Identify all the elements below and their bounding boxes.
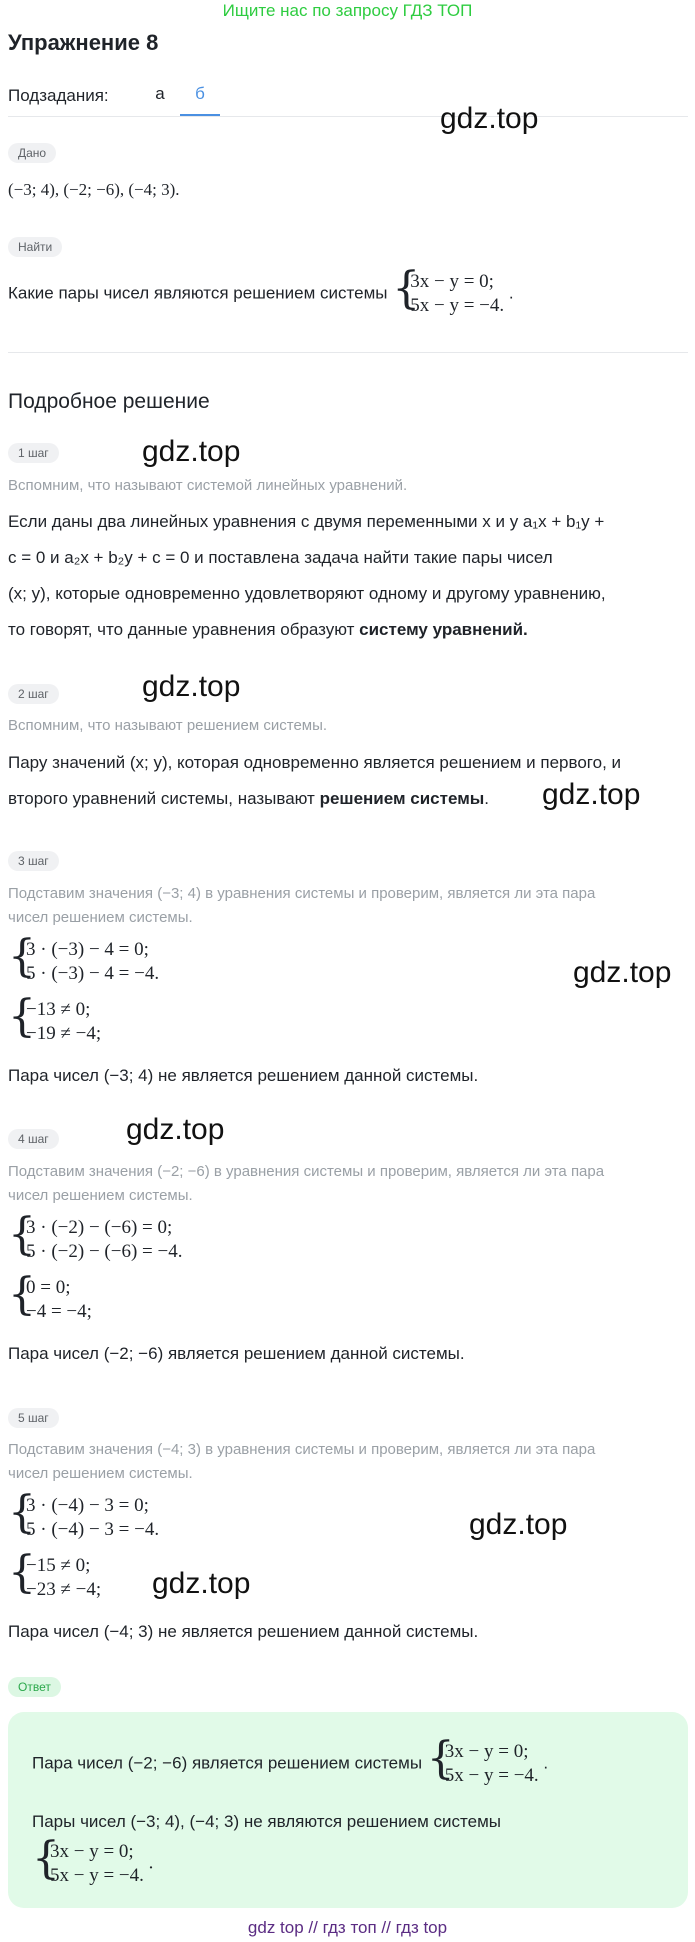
brace-icon: {: [8, 1269, 36, 1320]
equation: 5 · (−4) − 3 = −4.: [26, 1519, 160, 1540]
watermark: gdz.top: [469, 1508, 568, 1541]
brace-icon: {: [32, 1833, 60, 1884]
step-5-system-1: [8, 1487, 160, 1542]
footer-links[interactable]: gdz top // гдз топ // гдз top: [247, 1918, 448, 1937]
answer-pill: Ответ: [8, 1677, 61, 1697]
step-1-text: [8, 504, 688, 648]
page-title: Упражнение 8: [8, 30, 159, 55]
watermark: gdz.top: [126, 1113, 225, 1146]
hint-line: Подставим значения (−4; 3) в уравнения системы и проверим, является ли эта пара: [8, 1441, 596, 1458]
text-span: второго уравнений системы, называют: [8, 789, 320, 808]
watermark: gdz.top: [542, 778, 641, 811]
step-1-line: (x; y), которые одновременно удовлетворяют одному и другому уравнению,: [8, 584, 606, 603]
subtasks-label: Подзадания:: [8, 86, 109, 105]
watermark: gdz.top: [440, 102, 539, 135]
equation: −19 ≠ −4;: [26, 1023, 102, 1044]
step-1-line: Если даны два линейных уравнения с двумя переменными x и y a₁x + b₁y +: [8, 512, 605, 531]
brace-icon: {: [8, 1209, 36, 1260]
term-bold: решением системы: [319, 789, 485, 808]
step-5-system-2: [8, 1547, 102, 1602]
equation: 5 · (−2) − (−6) = −4.: [26, 1241, 183, 1262]
equation: 3 · (−4) − 3 = 0;: [26, 1495, 149, 1516]
answer-box: [8, 1712, 688, 1908]
step-1-line: [8, 612, 688, 648]
equation: 5 · (−3) − 4 = −4.: [26, 963, 160, 984]
equation: 5x − y = −4.: [410, 295, 505, 316]
step-5-pill: 5 шаг: [8, 1408, 59, 1428]
step-1-hint: Вспомним, что называют системой линейных уравнений.: [8, 477, 408, 494]
answer-tail: .: [543, 1753, 549, 1773]
step-5-hint: [8, 1438, 595, 1486]
term-bold: систему уравнений: [359, 620, 524, 639]
answer-system: [426, 1733, 539, 1788]
step-4-system-2: [8, 1269, 92, 1324]
step-3-hint: [8, 882, 595, 930]
find-question: [8, 263, 514, 318]
brace-icon: {: [8, 931, 36, 982]
step-2-pill: 2 шаг: [8, 684, 59, 704]
step-3-pill: 3 шаг: [8, 851, 59, 871]
equation: −23 ≠ −4;: [26, 1579, 102, 1600]
equation: 3x − y = 0;: [50, 1841, 134, 1862]
text-span: то говорят, что данные уравнения образуют: [8, 620, 360, 639]
promo-banner[interactable]: Ищите нас по запросу ГДЗ ТОП: [222, 1, 473, 20]
step-1-line: c = 0 и a₂x + b₂y + c = 0 и поставлена задача найти такие пары чисел: [8, 548, 553, 567]
equation: 3 · (−2) − (−6) = 0;: [26, 1217, 173, 1238]
subtasks-bar: [8, 82, 688, 117]
hint-line: чисел решением системы.: [8, 909, 193, 926]
answer-line-2: Пары чисел (−3; 4), (−4; 3) не являются решением системы: [32, 1812, 501, 1831]
step-2-line: Пару значений (x; y), которая одновременно является решением и первого, и: [8, 753, 622, 772]
brace-icon: {: [8, 1547, 36, 1598]
brace-icon: {: [8, 1487, 36, 1538]
answer-text: Пара чисел (−2; −6) является решением системы: [32, 1753, 423, 1773]
step-4-result: Пара чисел (−2; −6) является решением данной системы.: [8, 1344, 465, 1363]
answer-tail: .: [148, 1852, 154, 1874]
step-4-hint: [8, 1160, 604, 1208]
tab-a[interactable]: а: [155, 84, 165, 103]
equation: 5x − y = −4.: [50, 1865, 144, 1886]
find-pill: Найти: [8, 237, 62, 257]
find-text: Какие пары чисел являются решением системы: [8, 283, 388, 303]
step-4-pill: 4 шаг: [8, 1129, 59, 1149]
brace-icon: {: [392, 263, 421, 314]
hint-line: Подставим значения (−3; 4) в уравнения системы и проверим, является ли эта пара: [8, 885, 596, 902]
watermark: gdz.top: [142, 435, 241, 468]
text-span: .: [523, 620, 528, 639]
given-pill: Дано: [8, 143, 56, 163]
answer-line-1: [32, 1733, 549, 1788]
text-span: .: [484, 789, 490, 808]
solution-title: Подробное решение: [8, 390, 210, 413]
step-3-result: Пара чисел (−3; 4) не является решением данной системы.: [8, 1066, 479, 1085]
step-1-pill: 1 шаг: [8, 443, 59, 463]
answer-system-2: [32, 1833, 154, 1888]
find-tail: .: [508, 283, 514, 303]
hint-line: чисел решением системы.: [8, 1465, 193, 1482]
equation: −4 = −4;: [26, 1301, 92, 1322]
step-5-result: Пара чисел (−4; 3) не является решением данной системы.: [8, 1622, 479, 1641]
equation: 0 = 0;: [26, 1277, 71, 1298]
brace-icon: {: [426, 1733, 455, 1784]
hint-line: чисел решением системы.: [8, 1187, 193, 1204]
equation: 3x − y = 0;: [444, 1741, 529, 1762]
watermark: gdz.top: [573, 956, 672, 989]
hint-line: Подставим значения (−2; −6) в уравнения системы и проверим, является ли эта пара: [8, 1163, 605, 1180]
step-2-hint: Вспомним, что называют решением системы.: [8, 717, 328, 734]
tab-b[interactable]: б: [180, 84, 220, 116]
brace-icon: {: [8, 991, 36, 1042]
step-3-system-2: [8, 991, 102, 1046]
find-system: [392, 263, 505, 318]
step-4-system-1: [8, 1209, 183, 1264]
equation: −15 ≠ 0;: [26, 1555, 91, 1576]
equation: 3x − y = 0;: [410, 271, 494, 292]
watermark: gdz.top: [142, 670, 241, 703]
divider: [8, 352, 688, 353]
equation: 5x − y = −4.: [444, 1765, 539, 1786]
equation: 3 · (−3) − 4 = 0;: [26, 939, 149, 960]
given-text: (−3; 4), (−2; −6), (−4; 3).: [8, 180, 180, 199]
step-3-system-1: [8, 931, 160, 986]
equation: −13 ≠ 0;: [26, 999, 91, 1020]
watermark: gdz.top: [152, 1567, 251, 1600]
